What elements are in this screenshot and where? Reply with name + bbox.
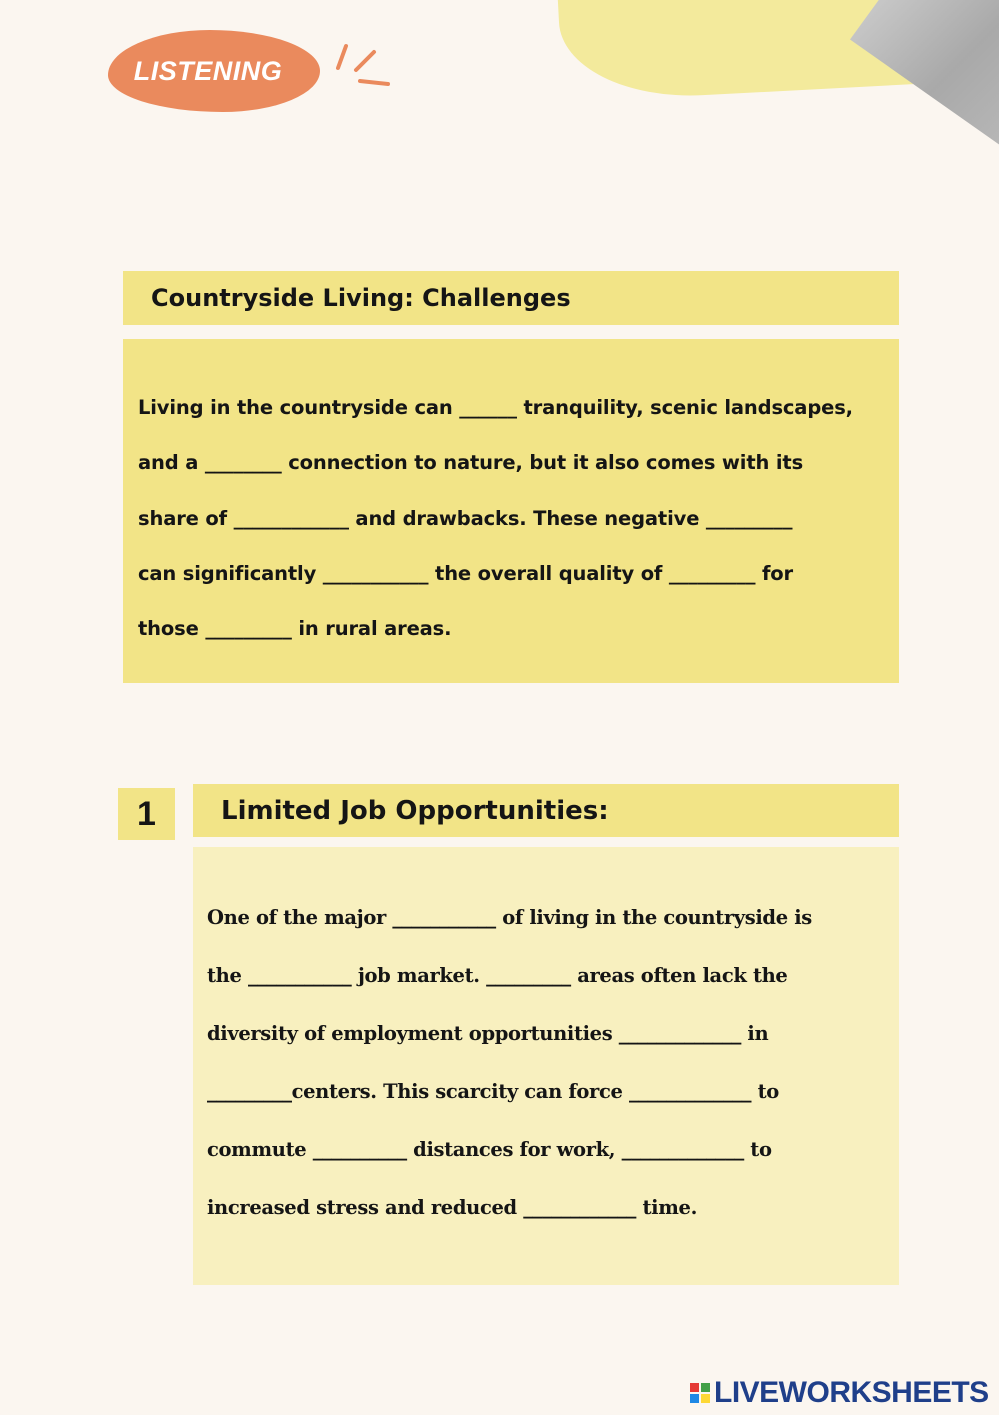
sparkle-icon	[334, 40, 396, 96]
section-line: One of the major ___________ of living in the countryside is	[207, 906, 812, 929]
section-line: the ___________ job market. _________ areas often lack the	[207, 964, 788, 987]
section-line: diversity of employment opportunities _____________ in	[207, 1022, 769, 1045]
section-line: commute __________ distances for work, _____________ to	[207, 1138, 772, 1161]
intro-line: share of ____________ and drawbacks. These negative _________	[138, 506, 793, 530]
section-title-bar	[193, 784, 899, 837]
logo-block	[690, 1383, 699, 1392]
logo-text: LIVEWORKSHEETS	[714, 1376, 989, 1409]
listening-badge-label: LISTENING	[133, 55, 283, 86]
section-paragraph-box	[193, 847, 899, 1285]
intro-title: Countryside Living: Challenges	[151, 284, 571, 312]
listening-badge	[108, 30, 320, 112]
section-line: _________centers. This scarcity can force _____________ to	[207, 1080, 779, 1103]
intro-line: Living in the countryside can ______ tranquility, scenic landscapes,	[138, 396, 853, 419]
intro-paragraph-box	[123, 339, 899, 683]
intro-line: those _________ in rural areas.	[138, 617, 452, 641]
section-line: increased stress and reduced ____________ time.	[207, 1196, 698, 1219]
intro-title-bar	[123, 271, 899, 325]
logo-block	[701, 1383, 710, 1392]
intro-line: and a ________ connection to nature, but it also comes with its	[138, 451, 804, 475]
section-title: Limited Job Opportunities:	[221, 795, 609, 826]
logo-block	[690, 1394, 699, 1403]
logo-blocks-icon	[690, 1383, 710, 1403]
logo-block	[701, 1394, 710, 1403]
intro-line: can significantly ___________ the overall quality of _________ for	[138, 561, 793, 585]
liveworksheets-logo[interactable]	[690, 1376, 989, 1410]
section-number: 1	[118, 788, 175, 840]
